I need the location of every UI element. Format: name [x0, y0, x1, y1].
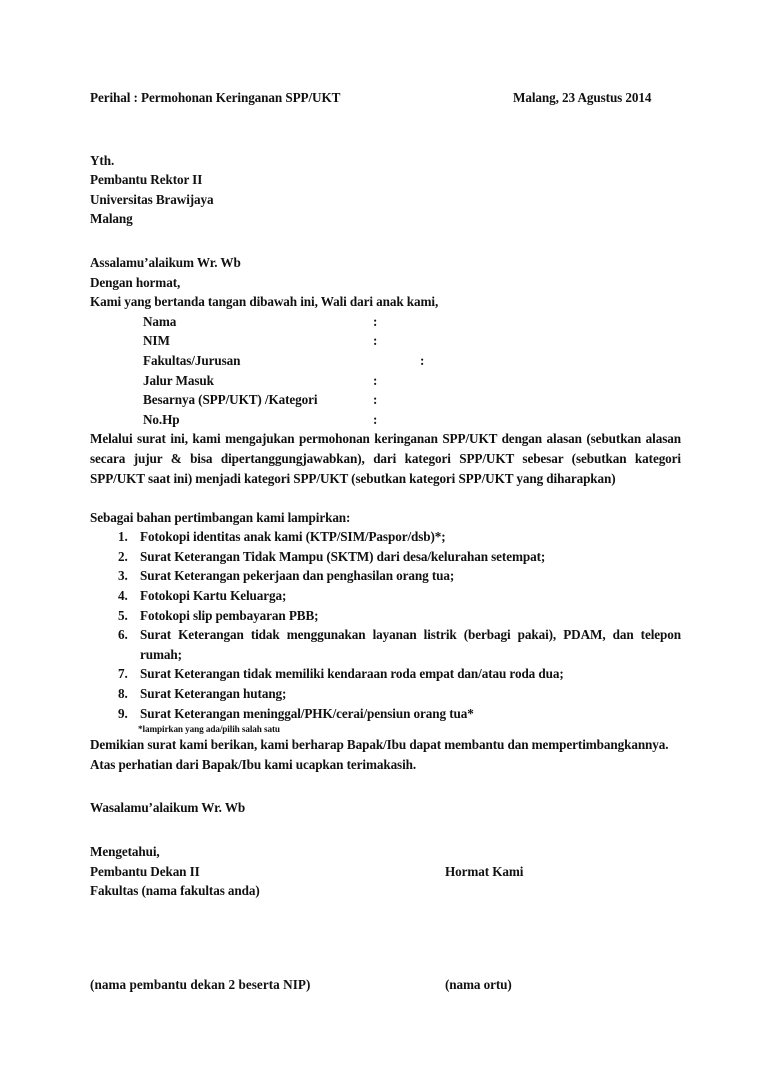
signature-left-faculty: Fakultas (nama fakultas anda) [90, 883, 260, 899]
place-date: Malang, 23 Agustus 2014 [513, 90, 652, 105]
signature-left-name: (nama pembantu dekan 2 beserta NIP) [90, 976, 311, 992]
applicant-field-label: NIM [143, 333, 170, 349]
applicant-field-label: Nama [143, 313, 177, 329]
attachments-footnote: *lampirkan yang ada/pilih salah satu [138, 724, 280, 735]
subject-line: Perihal : Permohonan Keringanan SPP/UKT [90, 90, 341, 105]
islamic-greeting: Assalamu’alaikum Wr. Wb [90, 254, 241, 270]
signature-right-name: (nama ortu) [445, 976, 512, 992]
greeting-block [90, 253, 681, 312]
recipient-title: Pembantu Rektor II [90, 172, 203, 188]
applicant-field-row [143, 331, 681, 351]
recipient-city: Malang [90, 211, 133, 227]
attachment-item [90, 664, 681, 684]
attachment-item [90, 547, 681, 567]
closing-line-1: Demikian surat kami berikan, kami berharap Bapak/Ibu dapat membantu dan mempertimbangkannya. [90, 737, 669, 753]
applicant-field-row [143, 410, 681, 430]
attachment-item [90, 625, 681, 664]
attachment-item [90, 586, 681, 606]
recipient-block [90, 151, 681, 229]
applicant-field-colon: : [373, 392, 378, 408]
applicant-field-label: Besarnya (SPP/UKT) /Kategori [143, 392, 318, 408]
spacer-before-attachments [90, 488, 681, 508]
applicant-field-row [143, 390, 681, 410]
signature-block [90, 842, 681, 901]
signature-right-title: Hormat Kami [445, 863, 524, 879]
applicant-field-label: Fakultas/Jurusan [143, 352, 241, 368]
closing-block [90, 735, 681, 774]
attachment-item-text: Surat Keterangan meninggal/PHK/cerai/pensiun orang tua* [140, 705, 474, 721]
attachment-item [90, 684, 681, 704]
signature-space [90, 901, 681, 975]
attachment-item-text: Fotokopi slip pembayaran PBB; [140, 607, 319, 623]
respect-line: Dengan hormat, [90, 274, 181, 290]
applicant-field-row [143, 351, 681, 371]
attachment-item-text: Fotokopi identitas anak kami (KTP/SIM/Paspor/dsb)*; [140, 529, 446, 545]
spacer-after-recipient [90, 229, 681, 253]
attachment-item [90, 527, 681, 547]
request-paragraph: Melalui surat ini, kami mengajukan permohonan keringanan SPP/UKT dengan alasan (sebutkan alasan secara jujur & bisa dipertanggungjawabkan), dari kategori SPP/UKT sebesar (sebutkan kategori SPP/UKT saat ini) menjadi kategori SPP/UKT (sebutkan kategori SPP/UKT yang diharapkan) [90, 431, 681, 486]
farewell-line: Wasalamu’alaikum Wr. Wb [90, 800, 246, 816]
attachment-item [90, 704, 681, 724]
applicant-fields [143, 312, 681, 430]
recipient-salutation: Yth. [90, 152, 115, 168]
applicant-field-row [143, 312, 681, 332]
attachment-item-text: Surat Keterangan tidak memiliki kendaraan roda empat dan/atau roda dua; [140, 666, 564, 682]
attachment-item [90, 606, 681, 626]
attachment-item [90, 566, 681, 586]
spacer-before-signature [90, 818, 681, 842]
applicant-field-colon: : [373, 313, 378, 329]
applicant-field-row [143, 371, 681, 391]
attachments-list [90, 527, 681, 723]
applicant-field-colon: : [373, 333, 378, 349]
signature-left-title: Pembantu Dekan II [90, 863, 200, 879]
signature-names [90, 975, 681, 995]
applicant-field-label: Jalur Masuk [143, 372, 214, 388]
recipient-institution: Universitas Brawijaya [90, 191, 214, 207]
attachment-item-text: Surat Keterangan tidak menggunakan layanan listrik (berbagi pakai), PDAM, dan telepon rumah; [140, 627, 681, 662]
closing-line-2: Atas perhatian dari Bapak/Ibu kami ucapkan terimakasih. [90, 756, 417, 772]
applicant-field-colon: : [373, 411, 378, 427]
letter-header [90, 88, 681, 108]
applicant-field-label: No.Hp [143, 411, 180, 427]
spacer-before-farewell [90, 774, 681, 798]
attachment-item-text: Surat Keterangan hutang; [140, 686, 287, 702]
applicant-field-colon: : [373, 372, 378, 388]
intro-line: Kami yang bertanda tangan dibawah ini, Wali dari anak kami, [90, 294, 439, 310]
attachment-item-text: Fotokopi Kartu Keluarga; [140, 588, 287, 604]
attachment-item-text: Surat Keterangan pekerjaan dan penghasilan orang tua; [140, 568, 455, 584]
letter-body [90, 88, 681, 994]
spacer-after-header [90, 108, 681, 151]
signature-left-intro: Mengetahui, [90, 844, 160, 859]
attachment-item-text: Surat Keterangan Tidak Mampu (SKTM) dari desa/kelurahan setempat; [140, 548, 546, 564]
applicant-field-colon: : [420, 352, 425, 368]
attachments-intro: Sebagai bahan pertimbangan kami lampirkan: [90, 509, 351, 525]
